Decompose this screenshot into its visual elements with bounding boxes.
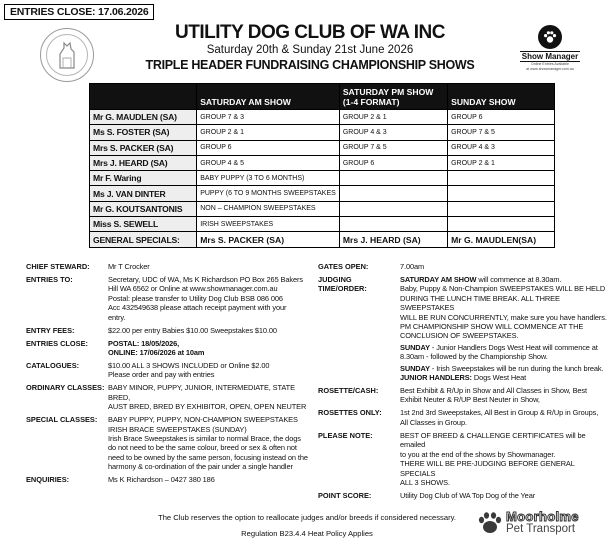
- entry-fees-label: ENTRY FEES:: [26, 325, 75, 335]
- text-line: IRISH BRACE SWEEPSTAKES (SUNDAY): [108, 424, 247, 434]
- judge-name: Mrs S. PACKER (SA): [90, 140, 197, 155]
- table-cell: [448, 171, 555, 186]
- show-manager-tagline: Online Entries Available: [531, 62, 569, 66]
- entry-fees-row: [26, 326, 310, 335]
- text-line: Baby, Puppy & Non-Champion SWEEPSTAKES WILL BE HELD: [400, 284, 606, 294]
- table-row: [90, 125, 555, 140]
- column-header: [90, 84, 197, 110]
- table-row: [90, 171, 555, 186]
- judges-table-header: [90, 84, 555, 110]
- show-dates: Saturday 20th & Sunday 21st June 2026: [206, 44, 414, 56]
- point-score-value: Utility Dog Club of WA Top Dog of the Year: [400, 490, 536, 500]
- text-line: BABY MINOR, PUPPY, JUNIOR, INTERMEDIATE, STATE BRED,: [108, 383, 295, 402]
- table-cell: GROUP 4 & 5: [197, 155, 340, 170]
- text-line: 1st 2nd 3rd Sweepstakes, All Best in Group & R/Up in Groups,: [400, 408, 599, 418]
- table-cell: [339, 217, 447, 232]
- judge-name: Mrs J. HEARD (SA): [90, 155, 197, 170]
- point-score-row: [318, 491, 608, 500]
- text-line: harmony & co-ordination of the pair under a single handler: [108, 462, 293, 472]
- moorholme-logo: [477, 509, 579, 537]
- text-line: do not need to be the same colour, breed or sex & often not: [108, 443, 297, 453]
- text-line: PM CHAMPIONSHIP SHOW WILL COMMENCE AT THE: [400, 322, 584, 332]
- general-specials-row: [90, 232, 555, 247]
- text-line: Postal: please transfer to Utility Dog Club BSB 086 006: [108, 293, 283, 303]
- judge-name: Mr F. Waring: [90, 171, 197, 186]
- please-note-value: [400, 431, 608, 487]
- column-header: SATURDAY AM SHOW: [197, 84, 340, 110]
- text-line: Acc 432549638 please attach receipt payment with your: [108, 303, 287, 313]
- rosettes-only-value: [400, 408, 608, 427]
- table-cell: BABY PUPPY (3 TO 6 MONTHS): [197, 171, 340, 186]
- footer-regulation: Regulation B23.4.4 Heat Policy Applies: [241, 529, 373, 538]
- judging-order-label: JUDGING TIME/ORDER:: [318, 275, 367, 294]
- text-line: to you at the end of the shows by Showmanager.: [400, 449, 556, 459]
- show-manager-logo: [515, 25, 585, 75]
- entries-to-label: ENTRIES TO:: [26, 275, 73, 284]
- text-line: ALL 3 SHOWS.: [400, 477, 450, 487]
- table-row: [90, 140, 555, 155]
- paw-icon: [542, 29, 558, 45]
- judging-order-value: [400, 275, 608, 382]
- table-cell: GROUP 4 & 3: [448, 140, 555, 155]
- text-line: Please order and pay with entries: [108, 370, 215, 380]
- table-cell: PUPPY (6 TO 9 MONTHS SWEEPSTAKES: [197, 186, 340, 201]
- show-manager-tagline: at www.showmanager.com.au: [526, 66, 574, 71]
- enquiries-row: [26, 475, 310, 484]
- text-line: THERE WILL BE PRE-JUDGING BEFORE GENERAL SPECIALS: [400, 459, 575, 478]
- catalogues-value: [108, 361, 310, 380]
- special-classes-row: [26, 415, 310, 471]
- text-line: BEST OF BREED & CHALLENGE CERTIFICATES will be emailed: [400, 430, 586, 450]
- table-row: [90, 186, 555, 201]
- entry-fees-value: $22.00 per entry Babies $10.00 Sweepstakes $10.00: [108, 325, 277, 335]
- table-cell: GROUP 6: [197, 140, 340, 155]
- text-line: entry.: [108, 312, 126, 322]
- judging-order-row: [318, 275, 608, 382]
- show-header: [100, 22, 520, 73]
- entries-close-value: [108, 339, 310, 358]
- table-row: [90, 201, 555, 216]
- text-run: SUNDAY: [400, 342, 430, 352]
- table-row: [90, 217, 555, 232]
- rosette-cash-value: [400, 386, 608, 405]
- text-line: All Classes in Group.: [400, 417, 467, 427]
- table-cell: Mrs S. PACKER (SA): [197, 232, 340, 247]
- text-line: AUST BRED, BRED BY EXHIBITOR, OPEN, OPEN NEUTER: [108, 402, 307, 412]
- judge-name: Ms J. VAN DINTER: [90, 186, 197, 201]
- dog-silhouette-icon: [54, 40, 80, 70]
- entries-to-row: [26, 275, 310, 322]
- please-note-label: PLEASE NOTE:: [318, 430, 373, 440]
- general-specials-label: GENERAL SPECIALS:: [90, 232, 197, 247]
- text-line: CONCLUSION OF SWEEPSTAKES.: [400, 331, 519, 341]
- chief-steward-row: [26, 262, 310, 271]
- table-cell: [339, 171, 447, 186]
- text-line: WILL BE RUN CONCURRENTLY, make sure you have handlers.: [400, 312, 607, 322]
- judge-name: Ms S. FOSTER (SA): [90, 125, 197, 140]
- text-line: DURING THE LUNCH TIME BREAK. ALL THREE SWEEPSTAKES: [400, 293, 560, 313]
- point-score-label: POINT SCORE:: [318, 490, 372, 500]
- special-classes-label: SPECIAL CLASSES:: [26, 415, 98, 425]
- show-manager-name: Show Manager: [521, 52, 579, 61]
- gates-open-label: GATES OPEN:: [318, 262, 369, 271]
- text-line: Secretary, UDC of WA, Ms K Richardson PO Box 265 Bakers: [108, 275, 303, 284]
- enquiries-value: Ms K Richardson – 0427 380 186: [108, 475, 215, 485]
- rosette-cash-label: ROSETTE/CASH:: [318, 386, 379, 396]
- table-cell: Mr G. MAUDLEN(SA): [448, 232, 555, 247]
- table-cell: GROUP 2 & 1: [448, 155, 555, 170]
- table-cell: NON – CHAMPION SWEEPSTAKES: [197, 201, 340, 216]
- footer-note: The Club reserves the option to reallocate judges and/or breeds if considered necessary.: [158, 513, 456, 522]
- text-line: Exhibit Neuter & R/UP Best Neuter in Show,: [400, 395, 540, 405]
- entries-close-banner: ENTRIES CLOSE: 17.06.2026: [4, 4, 154, 20]
- rosettes-only-row: [318, 408, 608, 427]
- text-line: Best Exhibit & R/Up in Show and All Classes in Show, Best: [400, 386, 587, 396]
- entries-close-row: [26, 339, 310, 358]
- please-note-row: [318, 431, 608, 487]
- catalogues-row: [26, 361, 310, 380]
- table-cell: GROUP 4 & 3: [339, 125, 447, 140]
- moorholme-name: Moorholme: [506, 509, 579, 524]
- text-run: will commence at 8.30am.: [476, 275, 562, 284]
- table-cell: [339, 201, 447, 216]
- club-badge-logo: [40, 28, 94, 82]
- ordinary-classes-label: ORDINARY CLASSES:: [26, 383, 105, 393]
- enquiries-label: ENQUIRIES:: [26, 475, 70, 485]
- text-line: 8.30am - followed by the Championship Show.: [400, 352, 548, 362]
- text-run: Dogs West Heat: [471, 373, 527, 383]
- text-line: ONLINE: 17/06/2026 at 10am: [108, 348, 205, 358]
- table-row: [90, 110, 555, 125]
- text-line: POSTAL: 18/05/2026,: [108, 338, 180, 348]
- text-line: Irish Brace Sweepstakes is similar to normal Brace, the dogs: [108, 434, 301, 444]
- text-run: - Junior Handlers Dogs West Heat will commence at: [429, 342, 598, 352]
- paw-icon: [477, 511, 503, 535]
- table-cell: GROUP 7 & 3: [197, 110, 340, 125]
- text-line: Hill WA 6562 or Online at www.showmanager.com.au: [108, 284, 278, 294]
- gates-open-value: 7.00am: [400, 262, 425, 271]
- ordinary-classes-row: [26, 383, 310, 411]
- rosette-cash-row: [318, 386, 608, 405]
- chief-steward-label: CHIEF STEWARD:: [26, 262, 90, 271]
- special-classes-value: [108, 415, 310, 471]
- table-cell: Mrs J. HEARD (SA): [339, 232, 447, 247]
- moorholme-sub: Pet Transport: [506, 523, 576, 535]
- table-cell: [448, 186, 555, 201]
- column-header: SUNDAY SHOW: [448, 84, 555, 110]
- entries-close-label: ENTRIES CLOSE:: [26, 338, 89, 348]
- judge-name: Mr G. MAUDLEN (SA): [90, 110, 197, 125]
- table-cell: GROUP 6: [339, 155, 447, 170]
- table-cell: [448, 201, 555, 216]
- text-run: - Irish Sweepstakes will be run during the lunch break.: [431, 363, 604, 373]
- judge-name: Mr G. KOUTSANTONIS: [90, 201, 197, 216]
- judges-table: [89, 83, 555, 248]
- text-run: SUNDAY: [400, 363, 430, 373]
- table-cell: [339, 186, 447, 201]
- table-cell: GROUP 6: [448, 110, 555, 125]
- text-line: $10.00 ALL 3 SHOWS INCLUDED or Online $2.00: [108, 361, 270, 371]
- table-cell: [448, 217, 555, 232]
- table-cell: GROUP 2 & 1: [197, 125, 340, 140]
- ordinary-classes-value: [108, 383, 310, 411]
- catalogues-label: CATALOGUES:: [26, 361, 80, 371]
- column-header: SATURDAY PM SHOW (1-4 FORMAT): [339, 84, 447, 110]
- text-line: need to be owned by the same person, focusing instead on the: [108, 452, 308, 462]
- table-cell: GROUP 7 & 5: [448, 125, 555, 140]
- chief-steward-value: Mr T Crocker: [108, 262, 150, 271]
- text-run: JUNIOR HANDLERS:: [400, 373, 472, 383]
- table-cell: GROUP 2 & 1: [339, 110, 447, 125]
- judge-name: Miss S. SEWELL: [90, 217, 197, 232]
- entries-to-value: [108, 275, 310, 322]
- show-subtitle: TRIPLE HEADER FUNDRAISING CHAMPIONSHIP SHOWS: [145, 58, 475, 72]
- table-cell: GROUP 7 & 5: [339, 140, 447, 155]
- text-line: BABY PUPPY, PUPPY, NON-CHAMPION SWEEPSTAKES: [108, 415, 298, 425]
- gates-open-row: [318, 262, 608, 271]
- show-details-right: [318, 262, 608, 504]
- rosettes-only-label: ROSETTES ONLY:: [318, 408, 382, 418]
- table-row: [90, 155, 555, 170]
- table-cell: IRISH SWEEPSTAKES: [197, 217, 340, 232]
- text-run: SATURDAY AM SHOW: [400, 275, 477, 284]
- club-title: UTILITY DOG CLUB OF WA INC: [175, 22, 445, 43]
- show-details-left: [26, 262, 310, 488]
